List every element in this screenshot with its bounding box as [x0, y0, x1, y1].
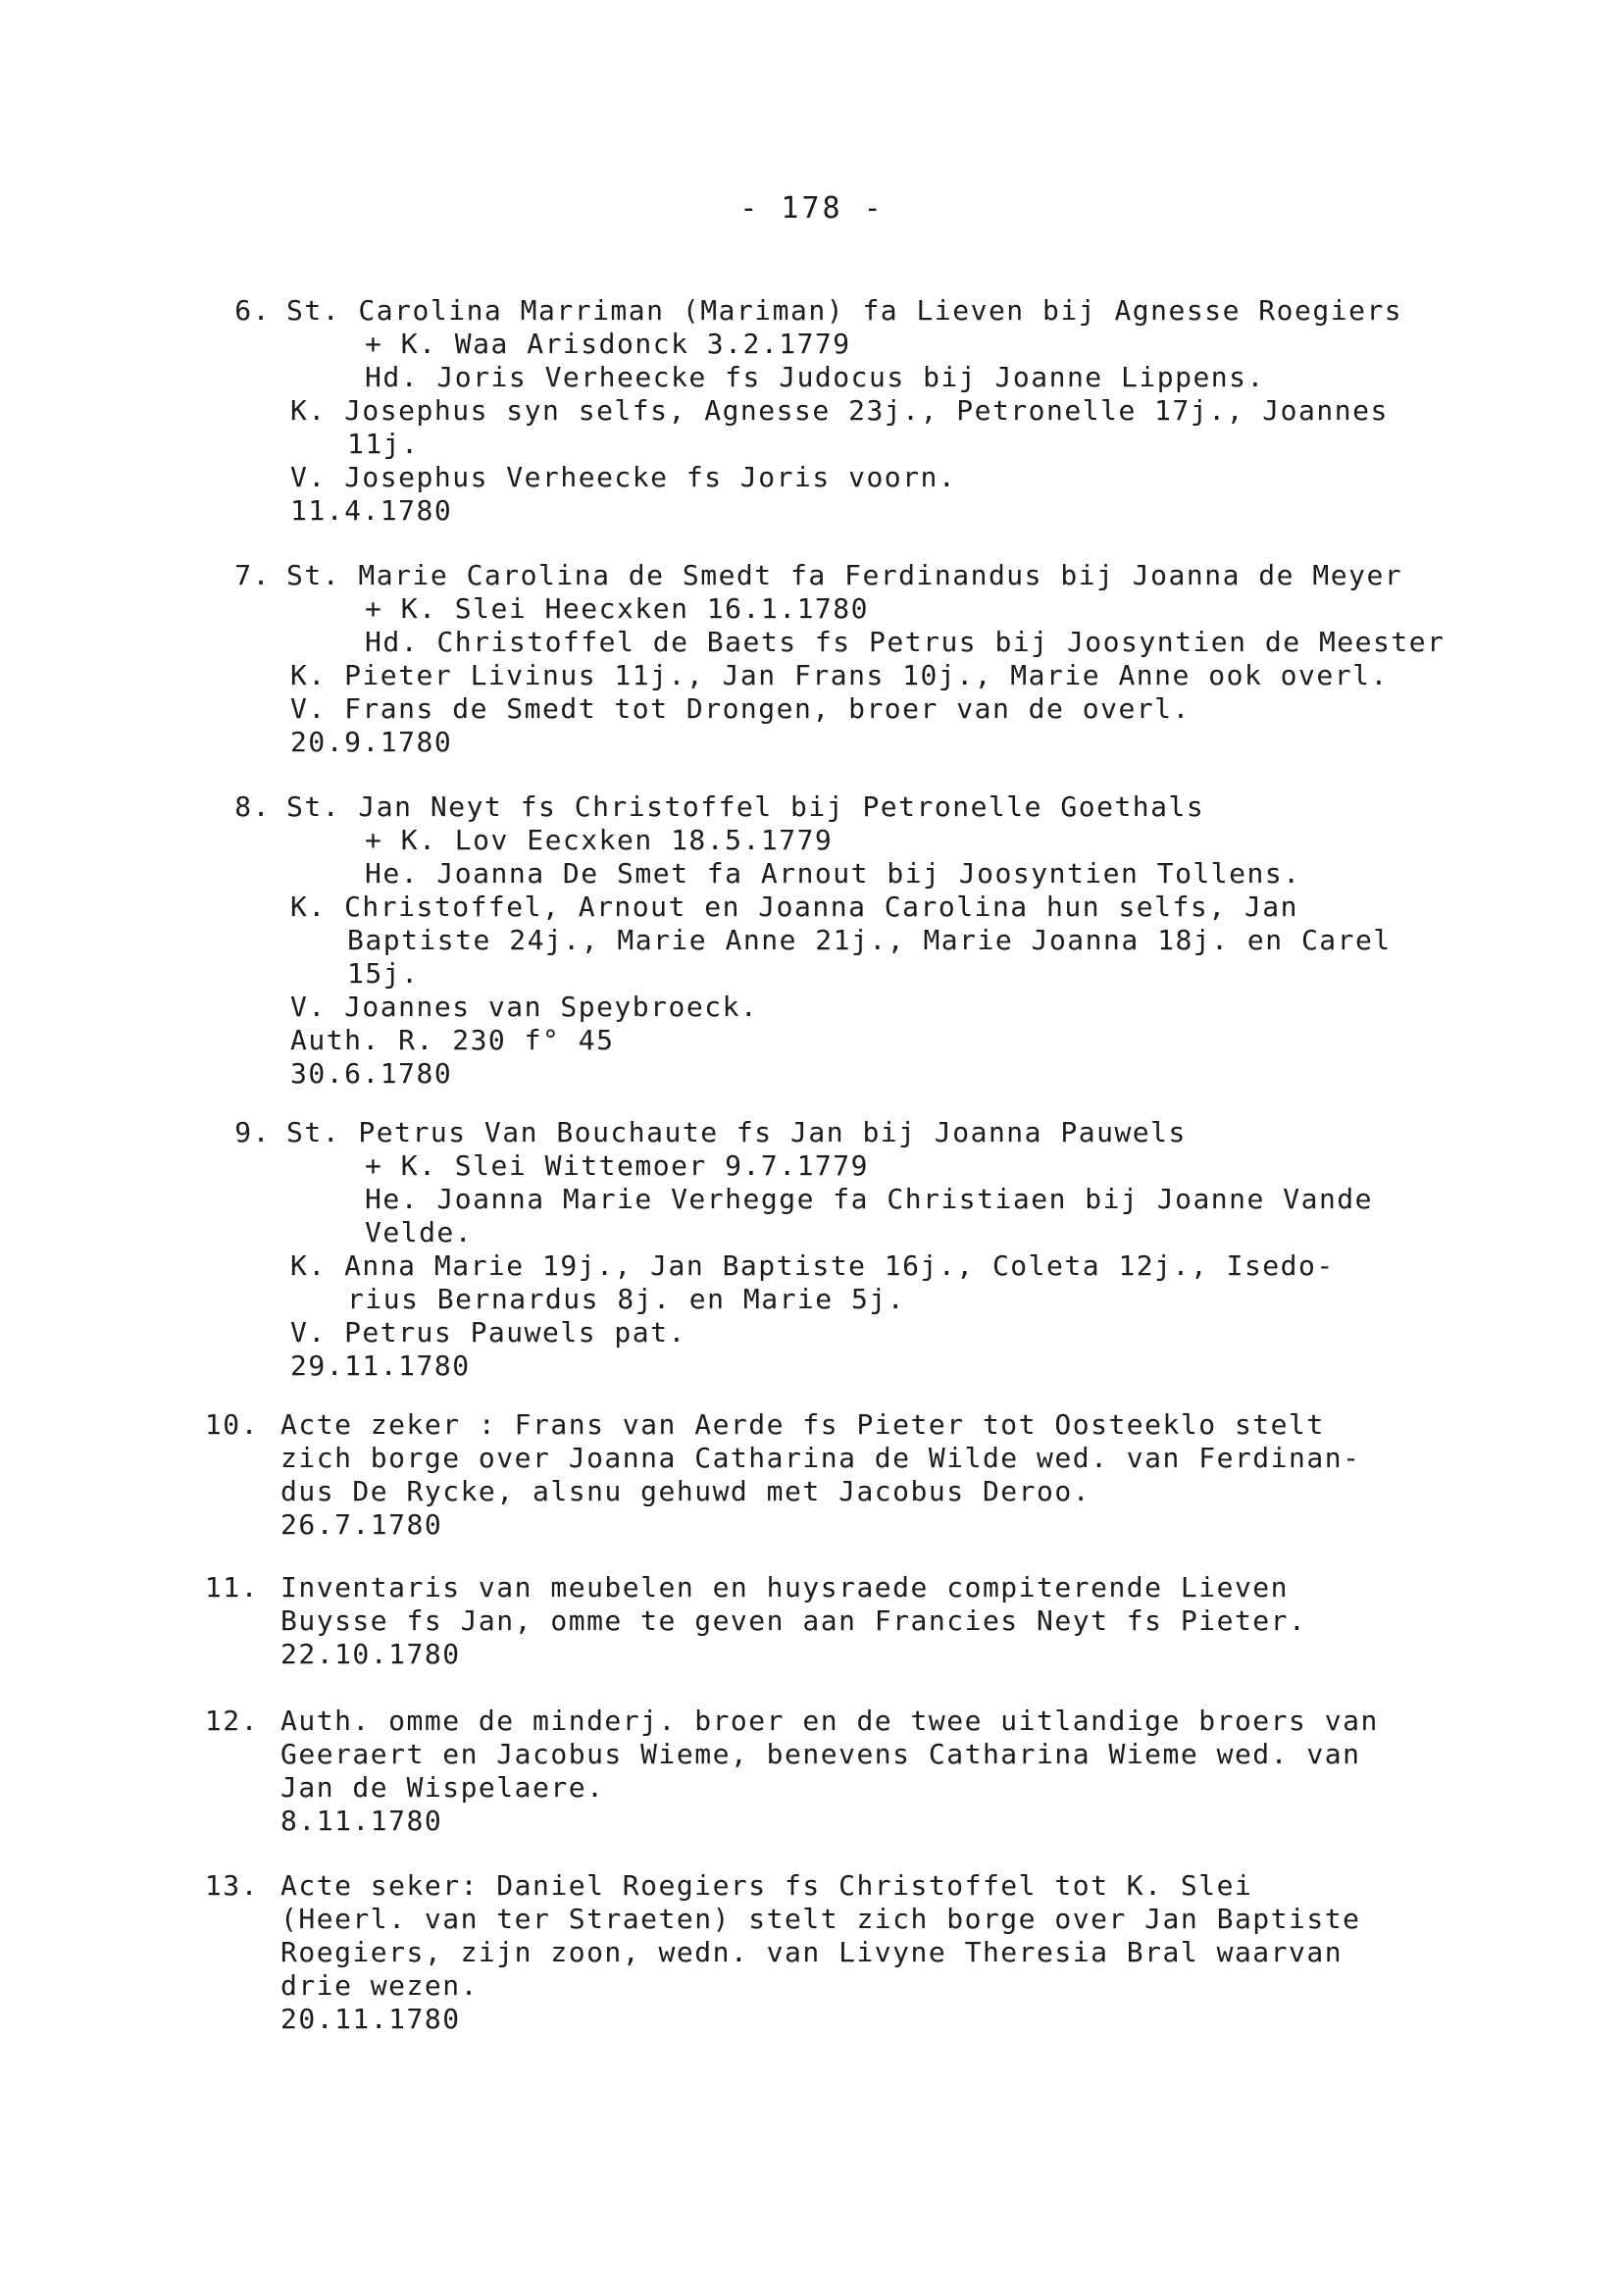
- entry-line-date: 8.11.1780: [280, 1805, 443, 1837]
- entry-line-text: zich borge over Joanna Catharina de Wilde wed. van Ferdinan-: [280, 1442, 1361, 1474]
- entry-line-text: Acte zeker : Frans van Aerde fs Pieter tot Oosteeklo stelt: [280, 1408, 1325, 1441]
- entry-line-children-cont: 15j.: [347, 957, 420, 990]
- entry-line-date: 30.6.1780: [290, 1057, 453, 1090]
- entry-10: [196, 1408, 1599, 1542]
- entry-line-death: + K. Lov Eecxken 18.5.1779: [365, 824, 834, 856]
- entry-line-children: K. Anna Marie 19j., Jan Baptiste 16j., Coleta 12j., Isedo-: [290, 1249, 1335, 1282]
- entry-line-children: K. Josephus syn selfs, Agnesse 23j., Petronelle 17j., Joannes: [290, 394, 1389, 427]
- entry-line-subject: St. Marie Carolina de Smedt fa Ferdinandus bij Joanna de Meyer: [286, 559, 1403, 591]
- entry-number: 12.: [204, 1705, 259, 1737]
- entry-number: 11.: [204, 1571, 259, 1604]
- entry-number: 7.: [234, 559, 271, 591]
- entry-line-date: 22.10.1780: [280, 1638, 461, 1670]
- entry-line-subject: St. Carolina Marriman (Mariman) fa Lieven bij Agnesse Roegiers: [286, 294, 1403, 327]
- entry-9: [196, 1116, 1599, 1383]
- entry-number: 9.: [234, 1116, 271, 1148]
- entry-line-guardian: V. Frans de Smedt tot Drongen, broer van de overl.: [290, 692, 1191, 725]
- entry-line-children-cont: Baptiste 24j., Marie Anne 21j., Marie Joanna 18j. en Carel: [347, 924, 1392, 956]
- entry-line-text: Jan de Wispelaere.: [280, 1771, 605, 1804]
- entry-line-date: 20.9.1780: [290, 726, 453, 758]
- entry-line-spouse: Hd. Joris Verheecke fs Judocus bij Joanne Lippens.: [365, 361, 1265, 393]
- entry-line-children: K. Christoffel, Arnout en Joanna Carolina hun selfs, Jan: [290, 891, 1299, 923]
- entry-number: 13.: [204, 1869, 259, 1902]
- entry-line-death: + K. Waa Arisdonck 3.2.1779: [365, 328, 851, 360]
- entry-line-spouse-cont: Velde.: [365, 1216, 474, 1248]
- entry-line-date: 29.11.1780: [290, 1349, 471, 1382]
- entry-line-children-cont: 11j.: [347, 428, 420, 460]
- entry-number: 8.: [234, 790, 271, 823]
- entry-line-date: 20.11.1780: [280, 2003, 461, 2035]
- entry-line-children: K. Pieter Livinus 11j., Jan Frans 10j., Marie Anne ook overl.: [290, 659, 1389, 691]
- entry-line-text: Geeraert en Jacobus Wieme, benevens Catharina Wieme wed. van: [280, 1738, 1361, 1770]
- entry-line-text: Acte seker: Daniel Roegiers fs Christoffel tot K. Slei: [280, 1869, 1253, 1902]
- entry-line-guardian: V. Josephus Verheecke fs Joris voorn.: [290, 461, 957, 493]
- entry-line-date: 11.4.1780: [290, 494, 453, 527]
- entry-line-death: + K. Slei Heecxken 16.1.1780: [365, 592, 870, 625]
- entry-line-death: + K. Slei Wittemoer 9.7.1779: [365, 1149, 870, 1182]
- entry-line-spouse: He. Joanna De Smet fa Arnout bij Joosyntien Tollens.: [365, 857, 1301, 890]
- entry-line-authorization: Auth. R. 230 f° 45: [290, 1024, 615, 1056]
- entry-line-text: dus De Rycke, alsnu gehuwd met Jacobus Deroo.: [280, 1475, 1091, 1507]
- entry-line-text: Buysse fs Jan, omme te geven aan Francies Neyt fs Pieter.: [280, 1604, 1307, 1637]
- entry-line-subject: St. Jan Neyt fs Christoffel bij Petronelle Goethals: [286, 790, 1205, 823]
- entry-7: [196, 559, 1599, 759]
- entry-8: [196, 790, 1599, 1091]
- entry-line-text: Inventaris van meubelen en huysraede compiterende Lieven: [280, 1571, 1290, 1604]
- entry-13: [196, 1869, 1599, 2036]
- entry-line-children-cont: rius Bernardus 8j. en Marie 5j.: [347, 1283, 906, 1315]
- entry-number: 10.: [204, 1408, 259, 1441]
- entry-line-date: 26.7.1780: [280, 1508, 443, 1541]
- page-number: - 178 -: [739, 191, 885, 226]
- entry-6: [196, 294, 1599, 528]
- entry-line-spouse: He. Joanna Marie Verhegge fa Christiaen bij Joanne Vande: [365, 1183, 1374, 1215]
- entry-line-guardian: V. Joannes van Speybroeck.: [290, 991, 759, 1023]
- entry-line-guardian: V. Petrus Pauwels pat.: [290, 1316, 686, 1349]
- entry-line-text: drie wezen.: [280, 1969, 479, 2002]
- entry-line-text: Auth. omme de minderj. broer en de twee uitlandige broers van: [280, 1705, 1379, 1737]
- entry-line-subject: St. Petrus Van Bouchaute fs Jan bij Joanna Pauwels: [286, 1116, 1187, 1148]
- entry-line-spouse: Hd. Christoffel de Baets fs Petrus bij Joosyntien de Meester: [365, 626, 1446, 658]
- entry-line-text: (Heerl. van ter Straeten) stelt zich borge over Jan Baptiste: [280, 1903, 1361, 1935]
- entry-line-text: Roegiers, zijn zoon, wedn. van Livyne Theresia Bral waarvan: [280, 1936, 1344, 1968]
- entry-12: [196, 1705, 1599, 1838]
- entry-11: [196, 1571, 1599, 1671]
- entry-number: 6.: [234, 294, 271, 327]
